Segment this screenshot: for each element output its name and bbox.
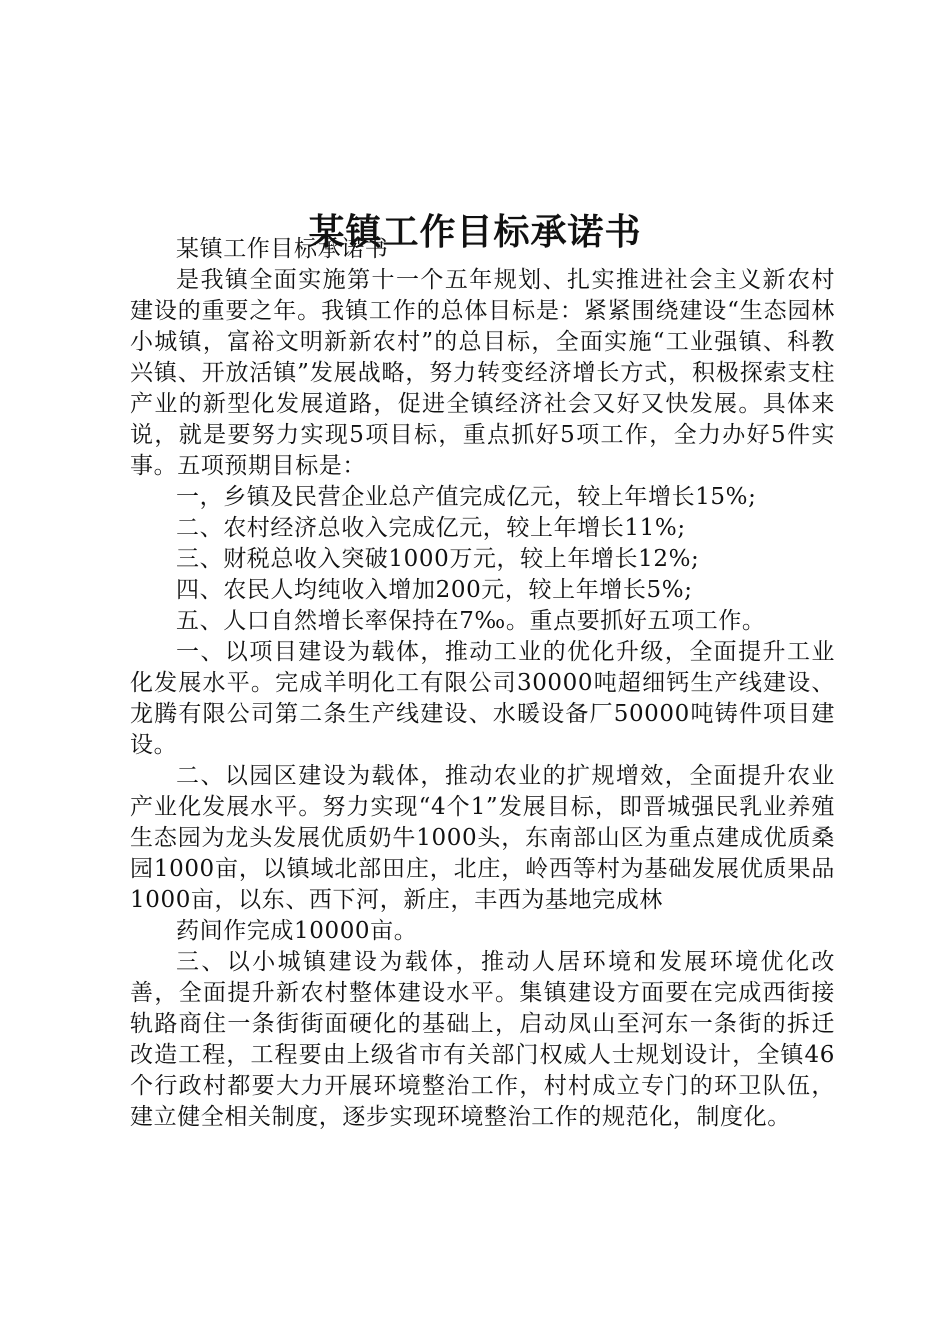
paragraph-target-4: 四、农民人均纯收入增加200元，较上年增长5%; xyxy=(176,577,693,603)
paragraph-heading-repeat: 某镇工作目标承诺书 xyxy=(176,236,389,262)
paragraph-target-2: 二、农村经济总收入完成亿元，较上年增长11%; xyxy=(176,515,686,541)
paragraph-work-3-town: 三、以小城镇建设为载体，推动人居环境和发展环境优化改善，全面提升新农村整体建设水平。集镇建设方面要在完成西街接轨路商住一条街街面硬化的基础上，启动凤山至河东一条街的拆迁改造工程，工程要由上级省市有关部门权威人士规划设计，全镇46个行政村都要大力开展环境整治工作，村村成立专门的环卫队伍，建立健全相关制度，逐步实现环境整治工作的规范化，制度化。 xyxy=(130,949,835,1130)
paragraph-overall-goals: 是我镇全面实施第十一个五年规划、扎实推进社会主义新农村建设的重要之年。我镇工作的总体目标是：紧紧围绕建设“生态园林小城镇，富裕文明新新农村”的总目标，全面实施“工业强镇、科教兴镇、开放活镇”发展战略，努力转变经济增长方式，积极探索支柱产业的新型化发展道路，促进全镇经济社会又好又快发展。具体来说，就是要努力实现5项目标，重点抓好5项工作，全力办好5件实事。五项预期目标是： xyxy=(130,267,835,479)
paragraph-target-5: 五、人口自然增长率保持在7‰。重点要抓好五项工作。 xyxy=(176,608,766,634)
paragraph-work-2-continued: 药间作完成10000亩。 xyxy=(176,918,418,944)
document-body xyxy=(130,234,835,1133)
paragraph-target-1: 一，乡镇及民营企业总产值完成亿元，较上年增长15%; xyxy=(176,484,757,510)
paragraph-target-3: 三、财税总收入突破1000万元，较上年增长12%; xyxy=(176,546,700,572)
paragraph-work-2-agriculture: 二、以园区建设为载体，推动农业的扩规增效，全面提升农业产业化发展水平。努力实现“4个1”发展目标，即晋城强民乳业养殖生态园为龙头发展优质奶牛1000头，东南部山区为重点建成优质桑园1000亩，以镇域北部田庄，北庄，岭西等村为基础发展优质果品1000亩，以东、西下河，新庄，丰西为基地完成林 xyxy=(130,763,835,913)
document-title: 某镇工作目标承诺书 xyxy=(308,211,642,254)
paragraph-work-1-industry: 一、以项目建设为载体，推动工业的优化升级，全面提升工业化发展水平。完成羊明化工有限公司30000吨超细钙生产线建设、龙腾有限公司第二条生产线建设、水暖设备厂50000吨铸件项目建设。 xyxy=(130,639,835,758)
